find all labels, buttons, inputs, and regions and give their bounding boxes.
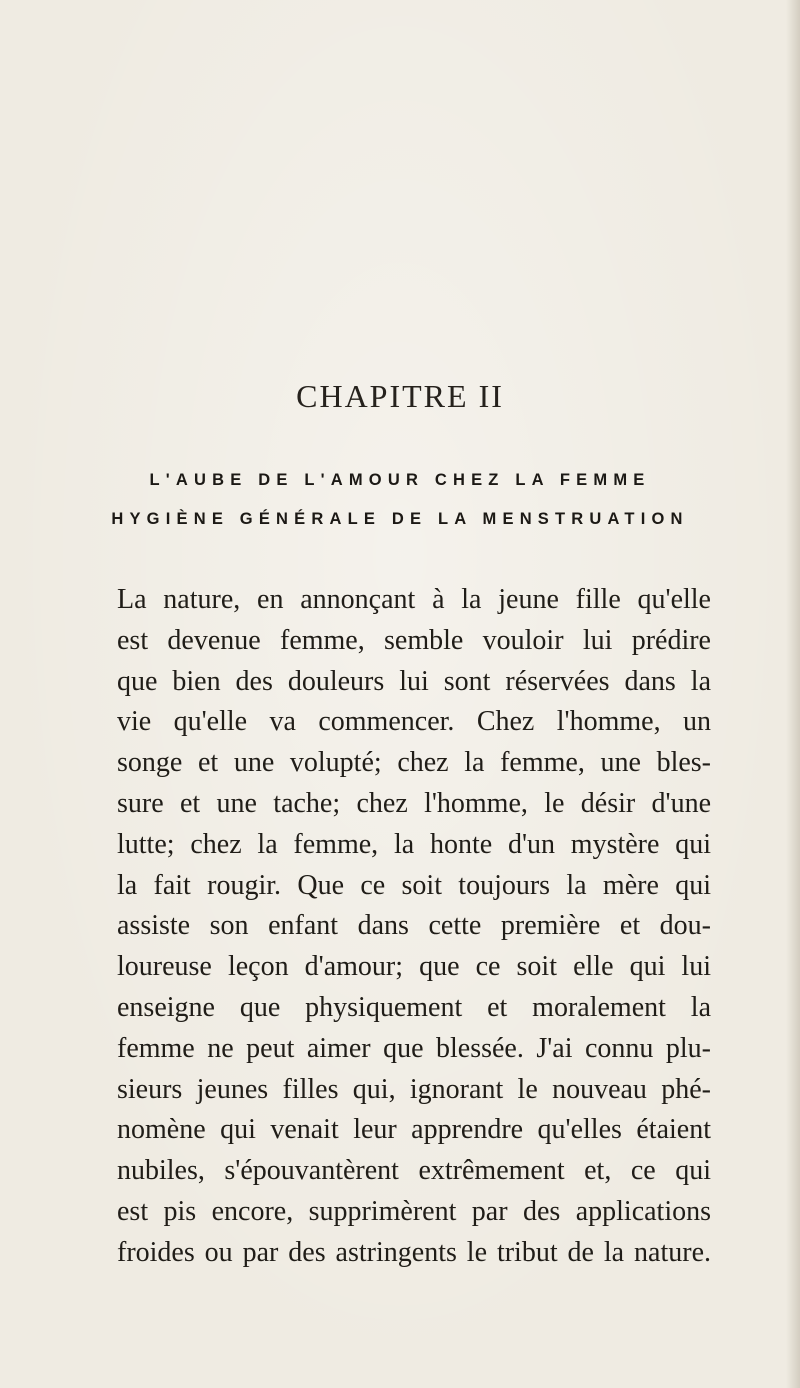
body-line: lutte; chez la femme, la honte d'un mystère qui <box>117 828 711 860</box>
chapter-subtitle-line-2: HYGIÈNE GÉNÉRALE DE LA MENSTRUATION <box>111 510 689 528</box>
chapter-subtitle-line-1: L'AUBE DE L'AMOUR CHEZ LA FEMME <box>149 471 651 489</box>
body-paragraph <box>117 580 711 1274</box>
body-line: enseigne que physiquement et moralement la <box>117 991 711 1023</box>
body-line: est pis encore, supprimèrent par des applications <box>117 1195 711 1227</box>
body-line: nomène qui venait leur apprendre qu'elles étaient <box>117 1114 711 1146</box>
body-line: sieurs jeunes filles qui, ignorant le nouveau phé- <box>117 1073 711 1105</box>
body-line: songe et une volupté; chez la femme, une bles- <box>117 747 711 779</box>
body-line: est devenue femme, semble vouloir lui prédire <box>117 624 711 656</box>
chapter-title: CHAPITRE II <box>296 378 504 414</box>
body-line: loureuse leçon d'amour; que ce soit elle qui lui <box>117 951 711 983</box>
body-line: nubiles, s'épouvantèrent extrêmement et, ce qui <box>117 1155 711 1187</box>
body-line: que bien des douleurs lui sont réservées dans la <box>117 665 711 697</box>
body-line: femme ne peut aimer que blessée. J'ai connu plu- <box>117 1032 711 1064</box>
body-line: vie qu'elle va commencer. Chez l'homme, un <box>117 706 711 738</box>
body-line: la fait rougir. Que ce soit toujours la mère qui <box>117 869 711 901</box>
body-line: La nature, en annonçant à la jeune fille qu'elle <box>117 584 711 615</box>
body-line: froides ou par des astringents le tribut de la nature. <box>117 1236 711 1268</box>
page-edge-shadow <box>786 0 800 1388</box>
body-line: assiste son enfant dans cette première et dou- <box>117 910 711 942</box>
body-line: sure et une tache; chez l'homme, le désir d'une <box>117 787 711 819</box>
